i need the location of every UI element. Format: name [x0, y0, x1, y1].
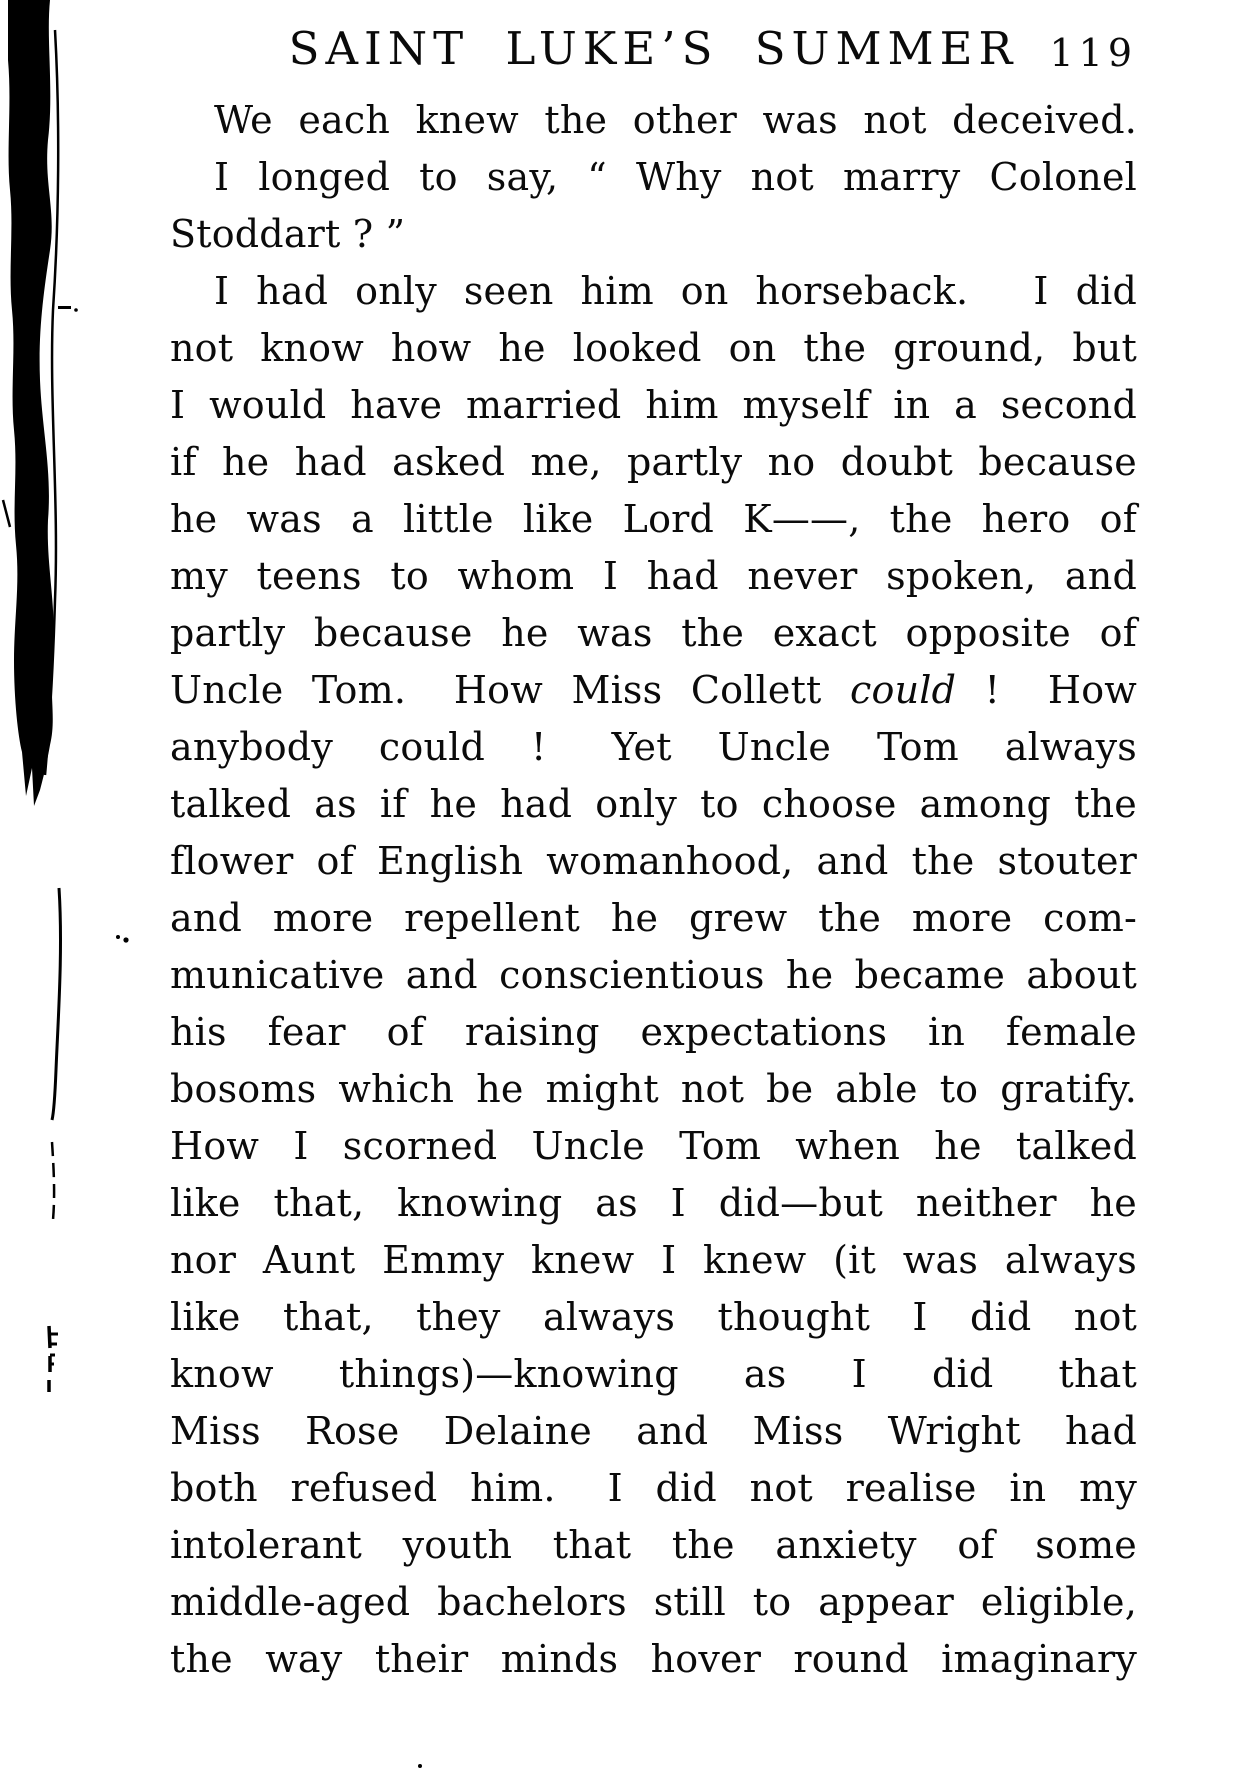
text-segment: flower of English womanhood, and the stouter [170, 839, 1137, 883]
text-segment: his fear of raising expectations in female [170, 1010, 1137, 1054]
text-line [170, 1289, 1137, 1346]
text-line [170, 149, 1137, 206]
text-segment: Uncle Tom. How Miss Collett [170, 668, 851, 712]
text-segment: intolerant youth that the anxiety of some [170, 1523, 1137, 1567]
text-segment: Miss Rose Delaine and Miss Wright had [170, 1409, 1137, 1453]
text-line [170, 1004, 1137, 1061]
page-number: 119 [1049, 31, 1137, 75]
text-segment: my teens to whom I had never spoken, and [170, 554, 1137, 598]
emphasized-word: could [850, 668, 957, 712]
text-segment: like that, they always thought I did not [170, 1295, 1137, 1339]
text-line [170, 890, 1137, 947]
margin-scratch-lower [52, 1142, 54, 1220]
text-line [170, 1574, 1137, 1631]
text-segment: the way their minds hover round imaginary [170, 1637, 1137, 1681]
text-segment: and more repellent he grew the more com- [170, 896, 1137, 940]
text-line [170, 947, 1137, 1004]
text-segment: know things)—knowing as I did that [170, 1352, 1137, 1396]
running-header [170, 22, 1137, 84]
margin-dash-nubs [50, 1334, 58, 1364]
ink-fleck-2 [116, 935, 120, 939]
ink-fleck-bottom [418, 1764, 422, 1768]
binding-ink-smudge [8, 0, 54, 806]
text-line [170, 1460, 1137, 1517]
text-segment: I longed to say, “ Why not marry Colonel [214, 155, 1137, 199]
ink-fleck-3 [123, 937, 128, 942]
text-segment: partly because he was the exact opposite of [170, 611, 1137, 655]
text-line [170, 1175, 1137, 1232]
text-line [170, 263, 1137, 320]
margin-dash-mark [49, 1326, 50, 1392]
text-line [170, 206, 1137, 263]
text-segment: municative and conscientious he became about [170, 953, 1137, 997]
text-segment: like that, knowing as I did—but neither he [170, 1181, 1137, 1225]
text-line [170, 1061, 1137, 1118]
binding-edge-scratch [45, 30, 58, 775]
ink-fleck-dash [58, 306, 71, 309]
text-segment: ! How [956, 668, 1137, 712]
text-line [170, 719, 1137, 776]
text-segment: middle-aged bachelors still to appear eligible, [170, 1580, 1137, 1624]
text-line [170, 491, 1137, 548]
text-segment: I had only seen him on horseback. I did [214, 269, 1137, 313]
margin-tick [3, 500, 10, 527]
margin-scratch-upper [52, 888, 61, 1120]
text-segment: not know how he looked on the ground, but [170, 326, 1137, 370]
text-line [170, 320, 1137, 377]
text-segment: bosoms which he might not be able to gratify. [170, 1067, 1137, 1111]
text-line [170, 1517, 1137, 1574]
page-title: SAINT LUKE’S SUMMER [288, 22, 1019, 75]
text-line [170, 605, 1137, 662]
text-line [170, 1403, 1137, 1460]
text-line [170, 548, 1137, 605]
text-segment: nor Aunt Emmy knew I knew (it was always [170, 1238, 1137, 1282]
text-segment: We each knew the other was not deceived. [214, 98, 1137, 142]
text-line [170, 377, 1137, 434]
ink-fleck-1 [74, 308, 78, 312]
text-segment: both refused him. I did not realise in my [170, 1466, 1137, 1510]
text-line [170, 434, 1137, 491]
text-segment: if he had asked me, partly no doubt because [170, 440, 1137, 484]
text-line [170, 92, 1137, 149]
text-segment: he was a little like Lord K——, the hero of [170, 497, 1137, 541]
text-segment: talked as if he had only to choose among the [170, 782, 1137, 826]
text-segment: anybody could ! Yet Uncle Tom always [170, 725, 1137, 769]
text-line [170, 662, 1137, 719]
text-line [170, 1118, 1137, 1175]
text-line [170, 1631, 1137, 1688]
text-segment: Stoddart ? ” [170, 212, 406, 256]
text-line [170, 776, 1137, 833]
text-line [170, 1346, 1137, 1403]
text-segment: I would have married him myself in a second [170, 383, 1137, 427]
text-segment: How I scorned Uncle Tom when he talked [170, 1124, 1137, 1168]
text-line [170, 833, 1137, 890]
body-text [170, 92, 1137, 1688]
text-line [170, 1232, 1137, 1289]
